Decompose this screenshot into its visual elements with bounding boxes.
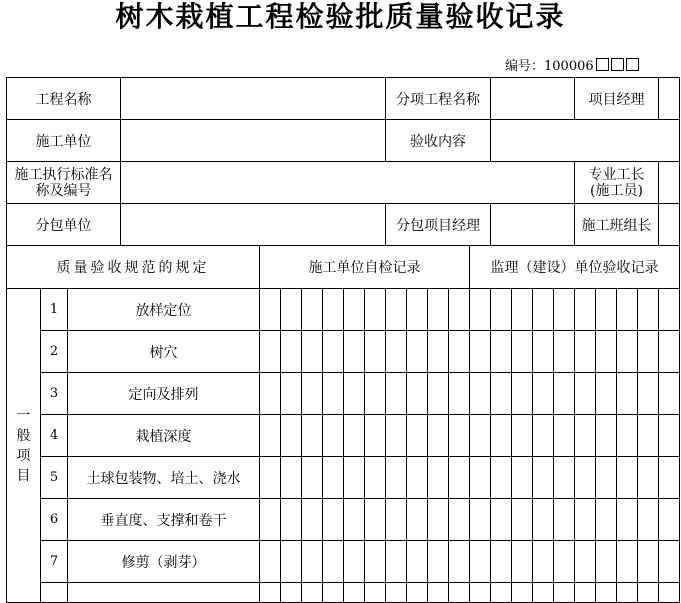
record-cell[interactable] [281, 499, 302, 541]
supervision-header: 监理（建设）单位验收记录 [470, 246, 680, 289]
record-cell[interactable] [554, 331, 575, 373]
record-cell[interactable] [596, 289, 617, 331]
record-cell[interactable] [617, 457, 638, 499]
record-cell[interactable] [533, 541, 554, 583]
item-number: 5 [41, 457, 68, 499]
record-cell[interactable] [491, 499, 512, 541]
record-cell[interactable] [449, 457, 470, 499]
record-cell[interactable] [638, 541, 659, 583]
record-cell[interactable] [323, 457, 344, 499]
record-cell[interactable] [449, 373, 470, 415]
record-cell[interactable] [638, 457, 659, 499]
record-cell[interactable] [617, 331, 638, 373]
record-cell[interactable] [407, 289, 428, 331]
record-cell[interactable] [449, 289, 470, 331]
record-cell[interactable] [617, 415, 638, 457]
item-row-5 [7, 457, 680, 499]
item-label: 放样定位 [68, 289, 260, 331]
record-cell[interactable] [386, 289, 407, 331]
record-cell[interactable] [638, 583, 659, 603]
record-cell[interactable] [449, 499, 470, 541]
record-cell[interactable] [596, 499, 617, 541]
record-cell[interactable] [596, 583, 617, 603]
record-cell[interactable] [365, 499, 386, 541]
record-cell[interactable] [365, 541, 386, 583]
record-cell[interactable] [659, 499, 680, 541]
item-number: 4 [41, 415, 68, 457]
record-cell[interactable] [428, 331, 449, 373]
project-manager-label: 项目经理 [575, 78, 659, 120]
record-cell[interactable] [386, 583, 407, 603]
item-number: 2 [41, 331, 68, 373]
record-cell[interactable] [596, 541, 617, 583]
record-cell[interactable] [596, 373, 617, 415]
record-cell[interactable] [596, 457, 617, 499]
record-cell[interactable] [281, 415, 302, 457]
record-cell[interactable] [302, 457, 323, 499]
record-cell[interactable] [638, 373, 659, 415]
record-cell[interactable] [596, 415, 617, 457]
record-cell[interactable] [659, 373, 680, 415]
standard-label-line2: 称及编号 [35, 182, 92, 199]
record-cell[interactable] [260, 583, 281, 603]
record-cell[interactable] [281, 541, 302, 583]
item-label: 树穴 [68, 331, 260, 373]
record-cell[interactable] [344, 289, 365, 331]
record-cell[interactable] [533, 331, 554, 373]
record-cell[interactable] [659, 331, 680, 373]
record-cell[interactable] [428, 499, 449, 541]
record-cell[interactable] [323, 331, 344, 373]
record-cell[interactable] [260, 415, 281, 457]
record-cell[interactable] [407, 373, 428, 415]
record-cell[interactable] [386, 331, 407, 373]
sub-project-name-field[interactable] [491, 78, 575, 120]
record-cell[interactable] [323, 541, 344, 583]
record-cell[interactable] [554, 583, 575, 603]
record-cell[interactable] [428, 457, 449, 499]
sub-project-manager-field[interactable] [491, 204, 575, 246]
record-cell[interactable] [491, 583, 512, 603]
project-name-field[interactable] [121, 78, 386, 120]
record-cell[interactable] [302, 373, 323, 415]
record-cell[interactable] [638, 415, 659, 457]
team-leader-label: 施工班组长 [575, 204, 659, 246]
record-cell[interactable] [533, 583, 554, 603]
record-cell[interactable] [554, 289, 575, 331]
sub-project-manager-label: 分包项目经理 [386, 204, 491, 246]
record-cell[interactable] [512, 331, 533, 373]
item-number: 3 [41, 373, 68, 415]
record-cell[interactable] [365, 331, 386, 373]
record-cell[interactable] [260, 373, 281, 415]
record-cell[interactable] [659, 415, 680, 457]
acceptance-form-table [6, 77, 680, 603]
serial-blank-boxes[interactable] [594, 59, 639, 74]
team-leader-field[interactable] [659, 204, 680, 246]
record-cell[interactable] [302, 583, 323, 603]
record-cell[interactable] [344, 415, 365, 457]
record-cell[interactable] [260, 457, 281, 499]
record-cell[interactable] [491, 289, 512, 331]
record-cell[interactable] [302, 499, 323, 541]
record-cell[interactable] [260, 289, 281, 331]
item-row-next [7, 583, 680, 603]
record-cell[interactable] [554, 499, 575, 541]
record-cell[interactable] [428, 415, 449, 457]
record-cell[interactable] [533, 415, 554, 457]
foreman-label [575, 162, 659, 204]
general-items-label: 一般项目 [16, 407, 31, 484]
record-cell[interactable] [575, 499, 596, 541]
record-cell[interactable] [281, 373, 302, 415]
spec-header: 质量验收规范的规定 [7, 246, 260, 289]
item-label: 定向及排列 [68, 373, 260, 415]
record-cell[interactable] [407, 415, 428, 457]
record-cell[interactable] [470, 415, 491, 457]
record-cell[interactable] [386, 415, 407, 457]
serial-number [505, 58, 639, 75]
record-cell[interactable] [491, 415, 512, 457]
record-cell[interactable] [512, 457, 533, 499]
standard-field[interactable] [121, 162, 575, 204]
record-cell[interactable] [554, 415, 575, 457]
record-cell[interactable] [260, 499, 281, 541]
item-label: 修剪（剥芽） [68, 541, 260, 583]
item-row-4 [7, 415, 680, 457]
record-cell[interactable] [386, 373, 407, 415]
record-cell[interactable] [365, 457, 386, 499]
record-cell[interactable] [512, 541, 533, 583]
record-cell[interactable] [512, 289, 533, 331]
record-cell[interactable] [386, 457, 407, 499]
record-cell[interactable] [617, 373, 638, 415]
record-cell[interactable] [470, 583, 491, 603]
item-label: 栽植深度 [68, 415, 260, 457]
record-cell[interactable] [617, 499, 638, 541]
acceptance-content-field[interactable] [491, 120, 680, 162]
record-cell[interactable] [575, 457, 596, 499]
record-cell[interactable] [281, 289, 302, 331]
record-cell[interactable] [575, 373, 596, 415]
acceptance-content-label: 验收内容 [386, 120, 491, 162]
record-cell[interactable] [281, 583, 302, 603]
record-cell[interactable] [470, 499, 491, 541]
record-cell[interactable] [323, 499, 344, 541]
construction-unit-label: 施工单位 [7, 120, 121, 162]
record-cell[interactable] [323, 289, 344, 331]
record-cell[interactable] [617, 541, 638, 583]
record-cell[interactable] [302, 415, 323, 457]
foreman-label-line1: 专业工长 [588, 166, 645, 183]
record-cell[interactable] [575, 583, 596, 603]
record-cell[interactable] [596, 331, 617, 373]
record-cell[interactable] [638, 499, 659, 541]
record-cell[interactable] [407, 457, 428, 499]
record-cell[interactable] [365, 289, 386, 331]
record-cell[interactable] [554, 457, 575, 499]
record-cell[interactable] [533, 373, 554, 415]
item-number: 7 [41, 541, 68, 583]
record-cell[interactable] [428, 373, 449, 415]
item-label: 垂直度、支撑和卷干 [68, 499, 260, 541]
standard-label-line1: 施工执行标准名 [14, 166, 113, 183]
project-name-label: 工程名称 [7, 78, 121, 120]
record-cell[interactable] [617, 289, 638, 331]
record-cell[interactable] [365, 373, 386, 415]
record-cell[interactable] [260, 331, 281, 373]
record-cell[interactable] [659, 541, 680, 583]
record-cell[interactable] [428, 583, 449, 603]
record-cell[interactable] [302, 331, 323, 373]
record-cell[interactable] [470, 541, 491, 583]
item-label: 土球包装物、培土、浇水 [68, 457, 260, 499]
item-number [41, 583, 68, 603]
record-cell[interactable] [344, 583, 365, 603]
record-cell[interactable] [617, 583, 638, 603]
record-cell[interactable] [386, 541, 407, 583]
record-cell[interactable] [407, 541, 428, 583]
record-cell[interactable] [281, 457, 302, 499]
construction-unit-field[interactable] [121, 120, 386, 162]
record-cell[interactable] [512, 415, 533, 457]
record-cell[interactable] [449, 415, 470, 457]
record-cell[interactable] [533, 289, 554, 331]
subcontractor-label: 分包单位 [7, 204, 121, 246]
item-row-3 [7, 373, 680, 415]
item-row-2 [7, 331, 680, 373]
record-cell[interactable] [659, 289, 680, 331]
record-cell[interactable] [470, 457, 491, 499]
item-row-6 [7, 499, 680, 541]
record-cell[interactable] [659, 583, 680, 603]
record-cell[interactable] [344, 373, 365, 415]
record-cell[interactable] [323, 583, 344, 603]
record-cell[interactable] [428, 541, 449, 583]
record-cell[interactable] [491, 331, 512, 373]
foreman-label-line2: (施工员) [590, 182, 643, 199]
record-cell[interactable] [386, 499, 407, 541]
record-cell[interactable] [533, 457, 554, 499]
item-number: 6 [41, 499, 68, 541]
record-cell[interactable] [302, 541, 323, 583]
record-cell[interactable] [659, 457, 680, 499]
serial-label: 编号： [505, 59, 545, 74]
sub-project-name-label: 分项工程名称 [386, 78, 491, 120]
record-cell[interactable] [344, 499, 365, 541]
record-cell[interactable] [407, 583, 428, 603]
form-title: 树木栽植工程检验批质量验收记录 [115, 0, 566, 33]
record-cell[interactable] [365, 583, 386, 603]
record-cell[interactable] [323, 415, 344, 457]
record-cell[interactable] [407, 499, 428, 541]
record-cell[interactable] [260, 541, 281, 583]
record-cell[interactable] [344, 541, 365, 583]
record-cell[interactable] [470, 289, 491, 331]
record-cell[interactable] [491, 457, 512, 499]
serial-value: 100006 [544, 59, 594, 74]
project-manager-field[interactable] [659, 78, 680, 120]
record-cell[interactable] [470, 331, 491, 373]
record-cell[interactable] [638, 331, 659, 373]
record-cell[interactable] [512, 499, 533, 541]
record-cell[interactable] [575, 331, 596, 373]
record-cell[interactable] [449, 541, 470, 583]
record-cell[interactable] [575, 415, 596, 457]
record-cell[interactable] [491, 373, 512, 415]
record-cell[interactable] [344, 331, 365, 373]
record-cell[interactable] [344, 457, 365, 499]
record-cell[interactable] [575, 289, 596, 331]
record-cell[interactable] [407, 331, 428, 373]
self-check-header: 施工单位自检记录 [260, 246, 470, 289]
record-cell[interactable] [449, 583, 470, 603]
record-cell[interactable] [554, 373, 575, 415]
record-cell[interactable] [554, 541, 575, 583]
item-row-1 [7, 289, 680, 331]
record-cell[interactable] [512, 583, 533, 603]
item-label [68, 583, 260, 603]
item-row-7 [7, 541, 680, 583]
general-items-group [7, 289, 41, 603]
record-cell[interactable] [428, 289, 449, 331]
standard-label [7, 162, 121, 204]
item-number: 1 [41, 289, 68, 331]
record-cell[interactable] [491, 541, 512, 583]
record-cell[interactable] [323, 373, 344, 415]
record-cell[interactable] [638, 289, 659, 331]
subcontractor-field[interactable] [121, 204, 386, 246]
record-cell[interactable] [470, 373, 491, 415]
record-cell[interactable] [533, 499, 554, 541]
record-cell[interactable] [365, 415, 386, 457]
record-cell[interactable] [281, 331, 302, 373]
foreman-field[interactable] [659, 162, 680, 204]
record-cell[interactable] [449, 331, 470, 373]
record-cell[interactable] [302, 289, 323, 331]
record-cell[interactable] [512, 373, 533, 415]
record-cell[interactable] [575, 541, 596, 583]
